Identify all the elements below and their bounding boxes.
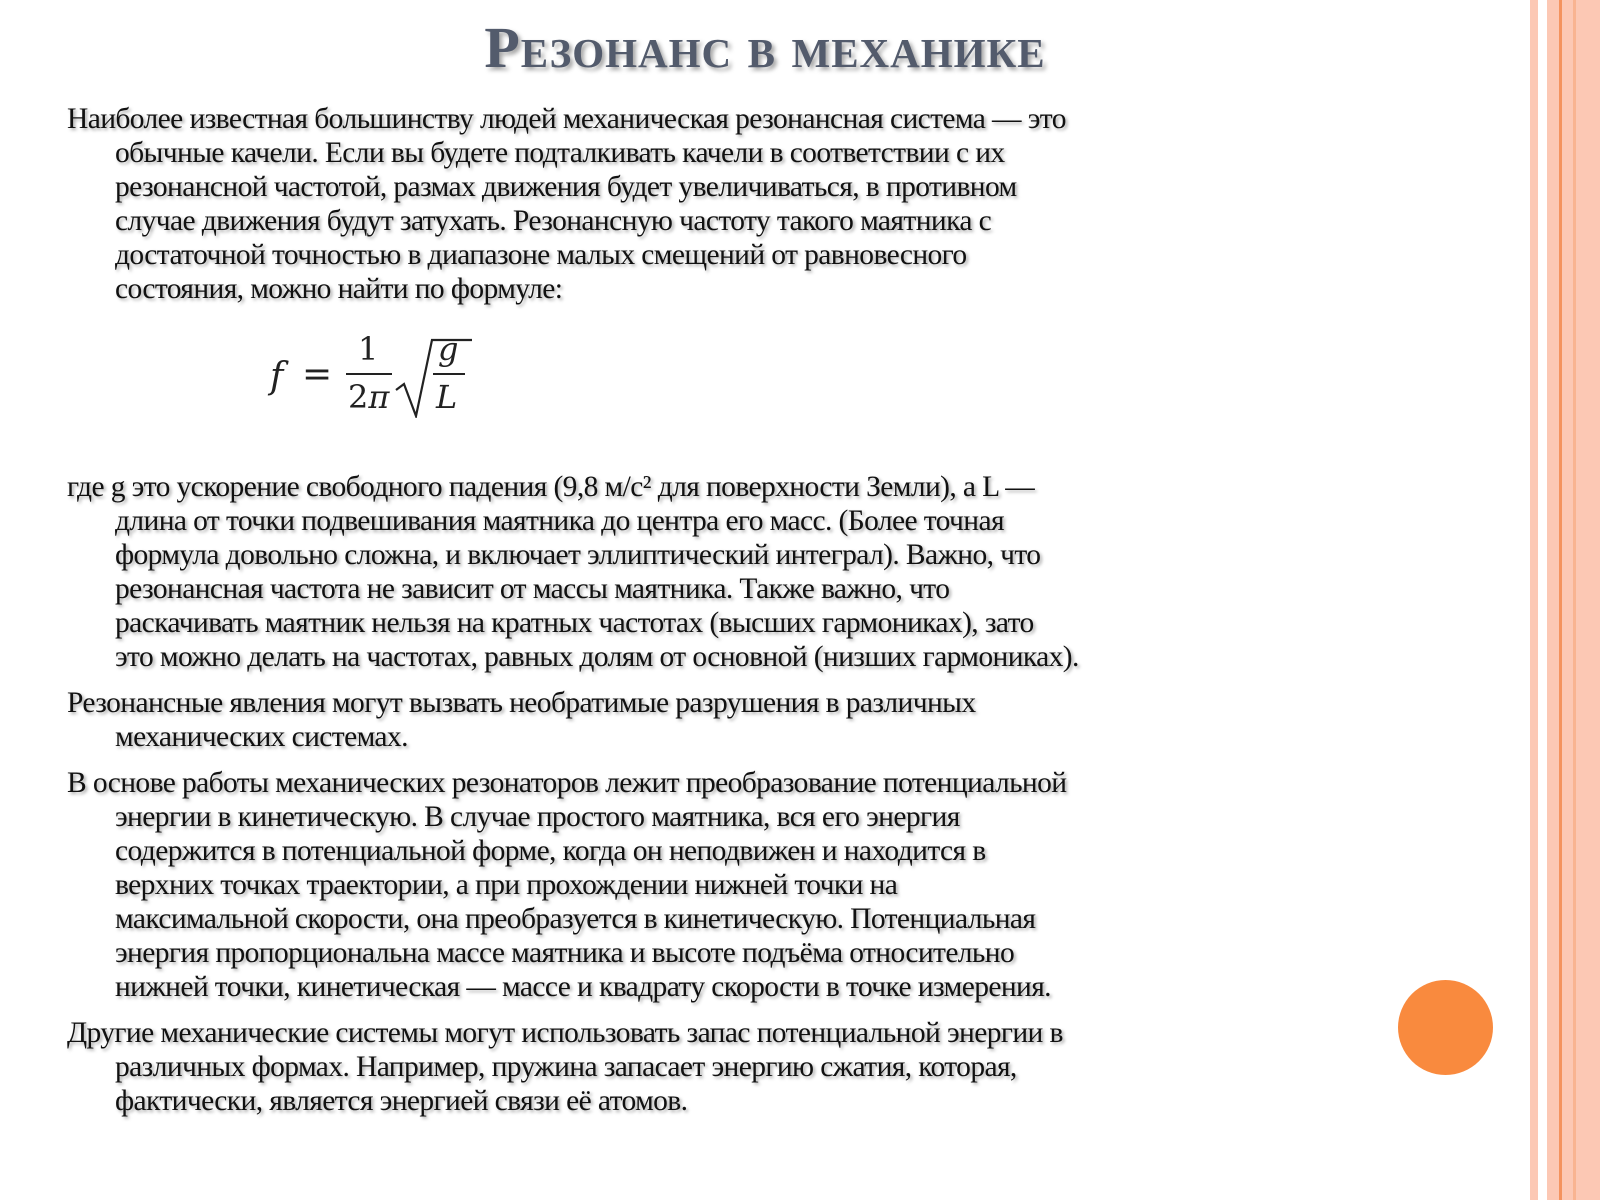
text-line: энергия пропорциональна массе маятника и высоте подъёма относительно xyxy=(115,937,1015,969)
slide-title: Резонанс в механике xyxy=(484,15,1046,80)
text-line: Резонансные явления могут вызвать необратимые разрушения в различных xyxy=(67,687,976,719)
formula-denominator xyxy=(348,378,389,416)
paragraph-intro xyxy=(67,102,1507,306)
formula-fraction-bar xyxy=(346,373,392,375)
formula-lhs: f xyxy=(270,356,284,397)
paragraph-other-systems xyxy=(67,1016,1507,1118)
decorative-border-line-dark xyxy=(1559,0,1562,1200)
text-line: Наиболее известная большинству людей механическая резонансная система — это xyxy=(67,103,1066,135)
text-line: случае движения будут затухать. Резонансную частоту такого маятника с xyxy=(115,205,992,237)
text-line: резонансной частотой, размах движения будет увеличиваться, в противном xyxy=(115,171,1017,203)
text-line: формула довольно сложна, и включает эллиптический интеграл). Важно, что xyxy=(115,539,1041,571)
text-line: нижней точки, кинетическая — массе и квадрату скорости в точке измерения. xyxy=(115,971,1051,1003)
formula-equals: = xyxy=(302,354,333,395)
formula-sqrt-numerator: g xyxy=(438,330,459,368)
paragraph-gap xyxy=(67,1004,1507,1016)
text-line: где g это ускорение свободного падения (9,8 м/с² для поверхности Земли), а L — xyxy=(67,471,1035,503)
text-line: состояния, можно найти по формуле: xyxy=(115,273,563,305)
decorative-border-stripe xyxy=(1530,0,1538,1200)
formula-sqrt-denominator: L xyxy=(436,378,458,416)
text-line: длина от точки подвешивания маятника до центра его масс. (Более точная xyxy=(115,505,1004,537)
text-line: верхних точках траектории, а при прохождении нижней точки на xyxy=(115,869,898,901)
paragraph-resonators xyxy=(67,766,1507,1004)
text-line: раскачивать маятник нельзя на кратных частотах (высших гармониках), зато xyxy=(115,607,1034,639)
paragraph-gap xyxy=(67,754,1507,766)
square-root-sign-icon xyxy=(394,338,474,418)
formula-numerator: 1 xyxy=(358,330,379,368)
pendulum-frequency-formula xyxy=(270,330,490,430)
formula-pi: π xyxy=(368,378,390,416)
decorative-orange-circle xyxy=(1398,980,1493,1075)
text-line: резонансная частота не зависит от массы маятника. Также важно, что xyxy=(115,573,950,605)
paragraph-destruction xyxy=(67,686,1507,754)
text-line: содержится в потенциальной форме, когда он неподвижен и находится в xyxy=(115,835,986,867)
decorative-border-line-light xyxy=(1573,0,1576,1200)
paragraph-formula-explanation xyxy=(67,470,1507,674)
text-line: это можно делать на частотах, равных долям от основной (низших гармониках). xyxy=(115,641,1079,673)
text-line: различных формах. Например, пружина запасает энергию сжатия, которая, xyxy=(115,1051,1017,1083)
text-line: Другие механические системы могут использовать запас потенциальной энергии в xyxy=(67,1017,1063,1049)
formula-sqrt-fraction-bar xyxy=(433,373,465,375)
text-line: достаточной точностью в диапазоне малых смещений от равновесного xyxy=(115,239,967,271)
text-line: обычные качели. Если вы будете подталкивать качели в соответствии с их xyxy=(115,137,1005,169)
slide-body xyxy=(67,102,1507,1118)
formula-denominator-number: 2 xyxy=(348,378,369,416)
paragraph-gap xyxy=(67,674,1507,686)
text-line: фактически, является энергией связи её атомов. xyxy=(115,1085,688,1117)
text-line: максимальной скорости, она преобразуется в кинетическую. Потенциальная xyxy=(115,903,1036,935)
text-line: механических системах. xyxy=(115,721,408,753)
text-line: В основе работы механических резонаторов лежит преобразование потенциальной xyxy=(67,767,1067,799)
text-line: энергии в кинетическую. В случае простого маятника, вся его энергия xyxy=(115,801,960,833)
